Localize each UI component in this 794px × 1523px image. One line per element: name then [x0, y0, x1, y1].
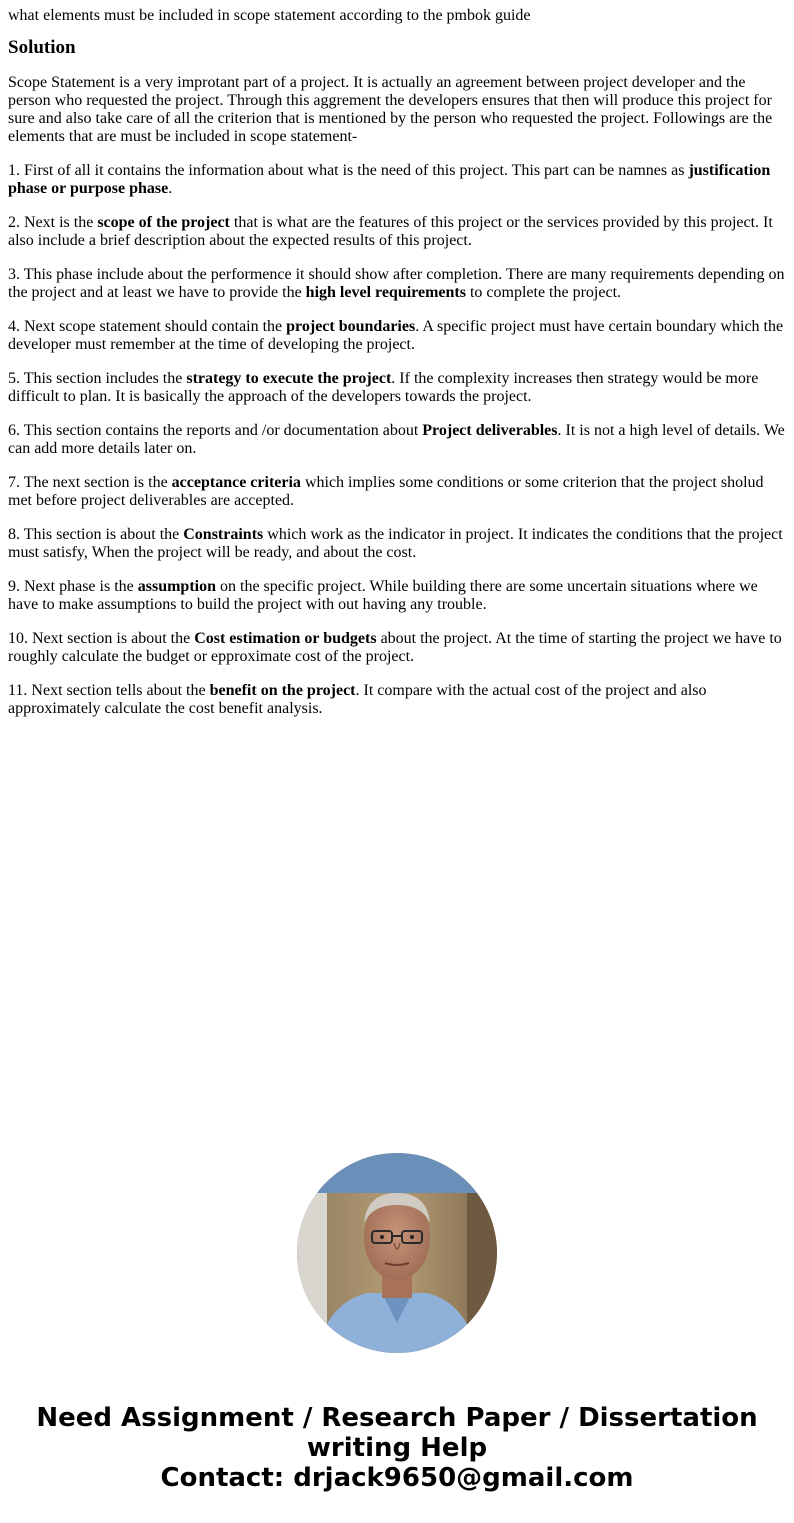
- article-content: [8, 7, 788, 734]
- item-text: 8. This section is about the: [8, 526, 184, 543]
- item-text: . If the complexity increases then strategy would be more difficult to plan. It is basically the approach of the developers towards the project.: [8, 370, 759, 405]
- item-text: about the project. At the time of starting the project we have to roughly calculate the budget or epproximate cost of the project.: [8, 630, 782, 665]
- item-text: 2. Next is the: [8, 214, 98, 231]
- item-key-term: scope of the project: [97, 214, 230, 231]
- item-key-term: Cost estimation or budgets: [194, 630, 377, 647]
- item-text: that is what are the features of this project or the services provided by this project. It also include a brief description about the expected results of this project.: [8, 214, 773, 249]
- list-item: [8, 162, 788, 198]
- list-item: [8, 526, 788, 562]
- item-text: 11. Next section tells about the: [8, 682, 210, 699]
- list-item: [8, 578, 788, 614]
- item-text: .: [168, 180, 173, 197]
- promo-contact: Contact: drjack9650@gmail.com: [160, 1463, 634, 1493]
- item-text: . It compare with the actual cost of the project and also approximately calculate the cost benefit analysis.: [8, 682, 707, 717]
- item-key-term: project boundaries: [286, 318, 416, 335]
- item-text: 9. Next phase is the: [8, 578, 138, 595]
- promo-banner: [0, 1403, 794, 1493]
- item-key-term: assumption: [137, 578, 216, 595]
- list-item: [8, 682, 788, 718]
- list-item: [8, 370, 788, 406]
- item-key-term: justification phase or purpose phase: [8, 162, 771, 197]
- item-key-term: Project deliverables: [422, 422, 558, 439]
- item-text: 7. The next section is the: [8, 474, 172, 491]
- item-text: which work as the indicator in project. It indicates the conditions that the project must satisfy, When the project will be ready, and about the cost.: [8, 526, 783, 561]
- item-text: 3. This phase include about the performence it should show after completion. There are many requirements depending on the project and at least we have to provide the: [8, 266, 785, 301]
- item-text: 1. First of all it contains the information about what is the need of this project. This part can be namnes as: [8, 162, 689, 179]
- list-item: [8, 630, 788, 666]
- item-text: to complete the project.: [465, 284, 622, 301]
- list-item: [8, 474, 788, 510]
- item-text: . It is not a high level of details. We can add more details later on.: [8, 422, 785, 457]
- item-text: . A specific project must have certain boundary which the developer must remember at the time of developing the project.: [8, 318, 784, 353]
- item-text: on the specific project. While building there are some uncertain situations where we have to make assumptions to build the project with out having any trouble.: [8, 578, 758, 613]
- item-key-term: Constraints: [183, 526, 264, 543]
- item-text: 6. This section contains the reports and /or documentation about: [8, 422, 423, 439]
- promo-line-2: writing Help: [306, 1433, 488, 1463]
- list-item: [8, 318, 788, 354]
- list-item: [8, 214, 788, 250]
- list-item: [8, 422, 788, 458]
- list-item: [8, 266, 788, 302]
- item-key-term: benefit on the project: [209, 682, 356, 699]
- intro-paragraph: Scope Statement is a very improtant part of a project. It is actually an agreement between project developer and the person who requested the project. Through this aggrement the developers ensures that then will produce this project for sure and also take care of all the criterion that is mentioned by the person who requested the project. Followings are the elements that are must be included in scope statement-: [8, 74, 773, 145]
- item-key-term: acceptance criteria: [171, 474, 301, 491]
- solution-heading: Solution: [8, 37, 76, 58]
- promo-line-1: Need Assignment / Research Paper / Dissertation: [36, 1403, 758, 1433]
- item-text: 5. This section includes the: [8, 370, 187, 387]
- author-portrait-image: [297, 1153, 497, 1353]
- item-text: 4. Next scope statement should contain the: [8, 318, 287, 335]
- author-avatar: [297, 1153, 497, 1353]
- item-key-term: high level requirements: [305, 284, 466, 301]
- question-text: what elements must be included in scope statement according to the pmbok guide: [8, 7, 531, 24]
- item-text: 10. Next section is about the: [8, 630, 195, 647]
- item-text: which implies some conditions or some criterion that the project sholud met before project deliverables are accepted.: [8, 474, 764, 509]
- item-key-term: strategy to execute the project: [186, 370, 392, 387]
